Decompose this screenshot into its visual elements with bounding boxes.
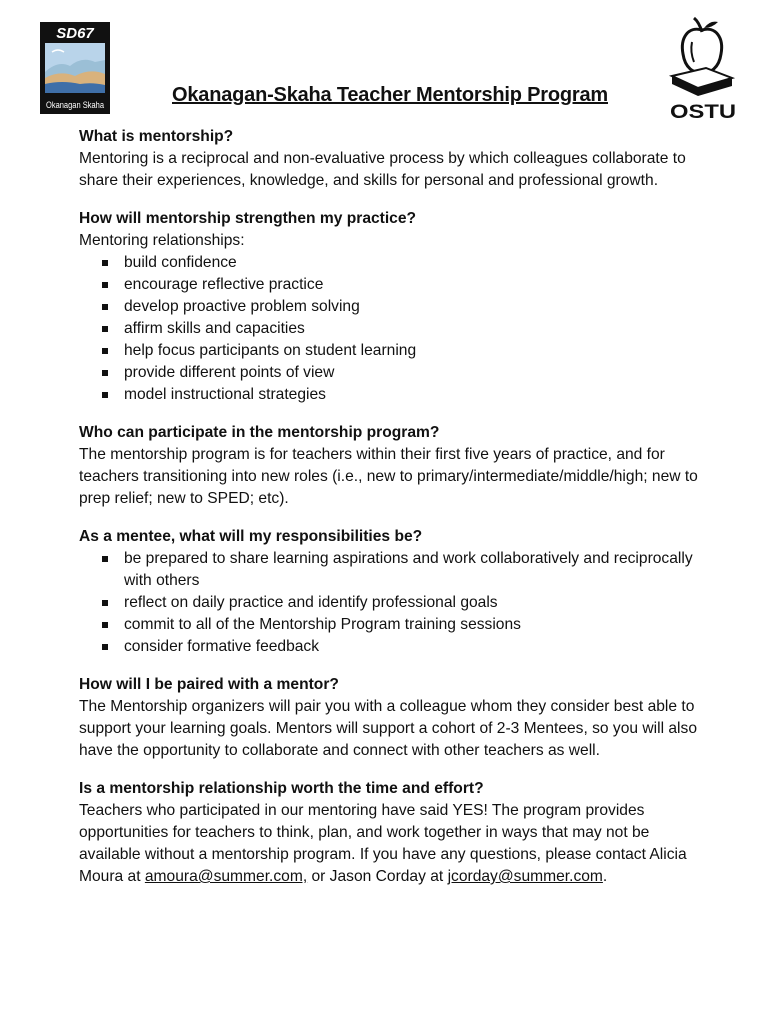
list-item: help focus participants on student learning — [79, 340, 699, 362]
contact-text-mid: or Jason Corday at — [307, 868, 448, 885]
section-heading: How will mentorship strengthen my practice? — [79, 210, 417, 227]
section-heading: As a mentee, what will my responsibilities be? — [79, 528, 423, 545]
bullet-list — [79, 252, 699, 406]
contact-text: Teachers who participated in our mentoring have said YES! The program provides opportunities for teachers to think, plan, and work together in ways that may not be available without a mentorship program. If you have any questions, please contact Alicia Moura at — [79, 802, 687, 885]
list-item: reflect on daily practice and identify professional goals — [79, 592, 699, 614]
sd67-logo-text: SD67 — [56, 25, 94, 42]
email-link-amoura[interactable]: amoura@summer.com, — [144, 868, 308, 885]
section-what-is-mentorship — [79, 126, 699, 192]
section-heading: Who can participate in the mentorship program? — [79, 424, 440, 441]
list-item: build confidence — [79, 252, 699, 274]
page-title: Okanagan-Skaha Teacher Mentorship Program — [172, 84, 608, 106]
list-item: consider formative feedback — [79, 636, 699, 658]
sd67-logo — [40, 22, 110, 114]
list-item: encourage reflective practice — [79, 274, 699, 296]
section-heading: How will I be paired with a mentor? — [79, 676, 339, 693]
ostu-logo-text: OSTU — [670, 102, 736, 122]
list-item: provide different points of view — [79, 362, 699, 384]
section-text: The mentorship program is for teachers within their first five years of practice, and for teachers transitioning into new roles (i.e., new to primary/intermediate/middle/high; new to prep relief; new to SPED; etc). — [79, 446, 698, 507]
ostu-logo — [666, 14, 738, 122]
section-mentee-responsibilities — [79, 526, 699, 658]
email-link-jcorday[interactable]: jcorday@summer.com — [447, 868, 603, 885]
section-worth-it — [79, 778, 699, 888]
section-intro: Mentoring relationships: — [79, 232, 245, 249]
list-item: model instructional strategies — [79, 384, 699, 406]
section-text: The Mentorship organizers will pair you with a colleague whom they consider best able to support your learning goals. Mentors will support a cohort of 2-3 Mentees, so you will also have the opportunity to collaborate and connect with other teachers as well. — [79, 698, 697, 759]
section-heading: Is a mentorship relationship worth the time and effort? — [79, 780, 484, 797]
section-strengthen-practice — [79, 208, 699, 406]
list-item: commit to all of the Mentorship Program training sessions — [79, 614, 699, 636]
list-item: develop proactive problem solving — [79, 296, 699, 318]
list-item: affirm skills and capacities — [79, 318, 699, 340]
section-text: Mentoring is a reciprocal and non-evaluative process by which colleagues collaborate to share their experiences, knowledge, and skills for personal and professional growth. — [79, 150, 686, 189]
okanagan-skaha-logo-text: Okanagan Skaha — [46, 100, 104, 110]
section-heading: What is mentorship? — [79, 128, 234, 145]
section-pairing — [79, 674, 699, 762]
bullet-list — [79, 548, 699, 658]
contact-text-end: . — [602, 868, 608, 885]
list-item: be prepared to share learning aspirations and work collaboratively and reciprocally with others — [79, 548, 699, 592]
section-text — [79, 800, 699, 888]
section-who-can-participate — [79, 422, 699, 510]
document-body — [79, 126, 699, 904]
